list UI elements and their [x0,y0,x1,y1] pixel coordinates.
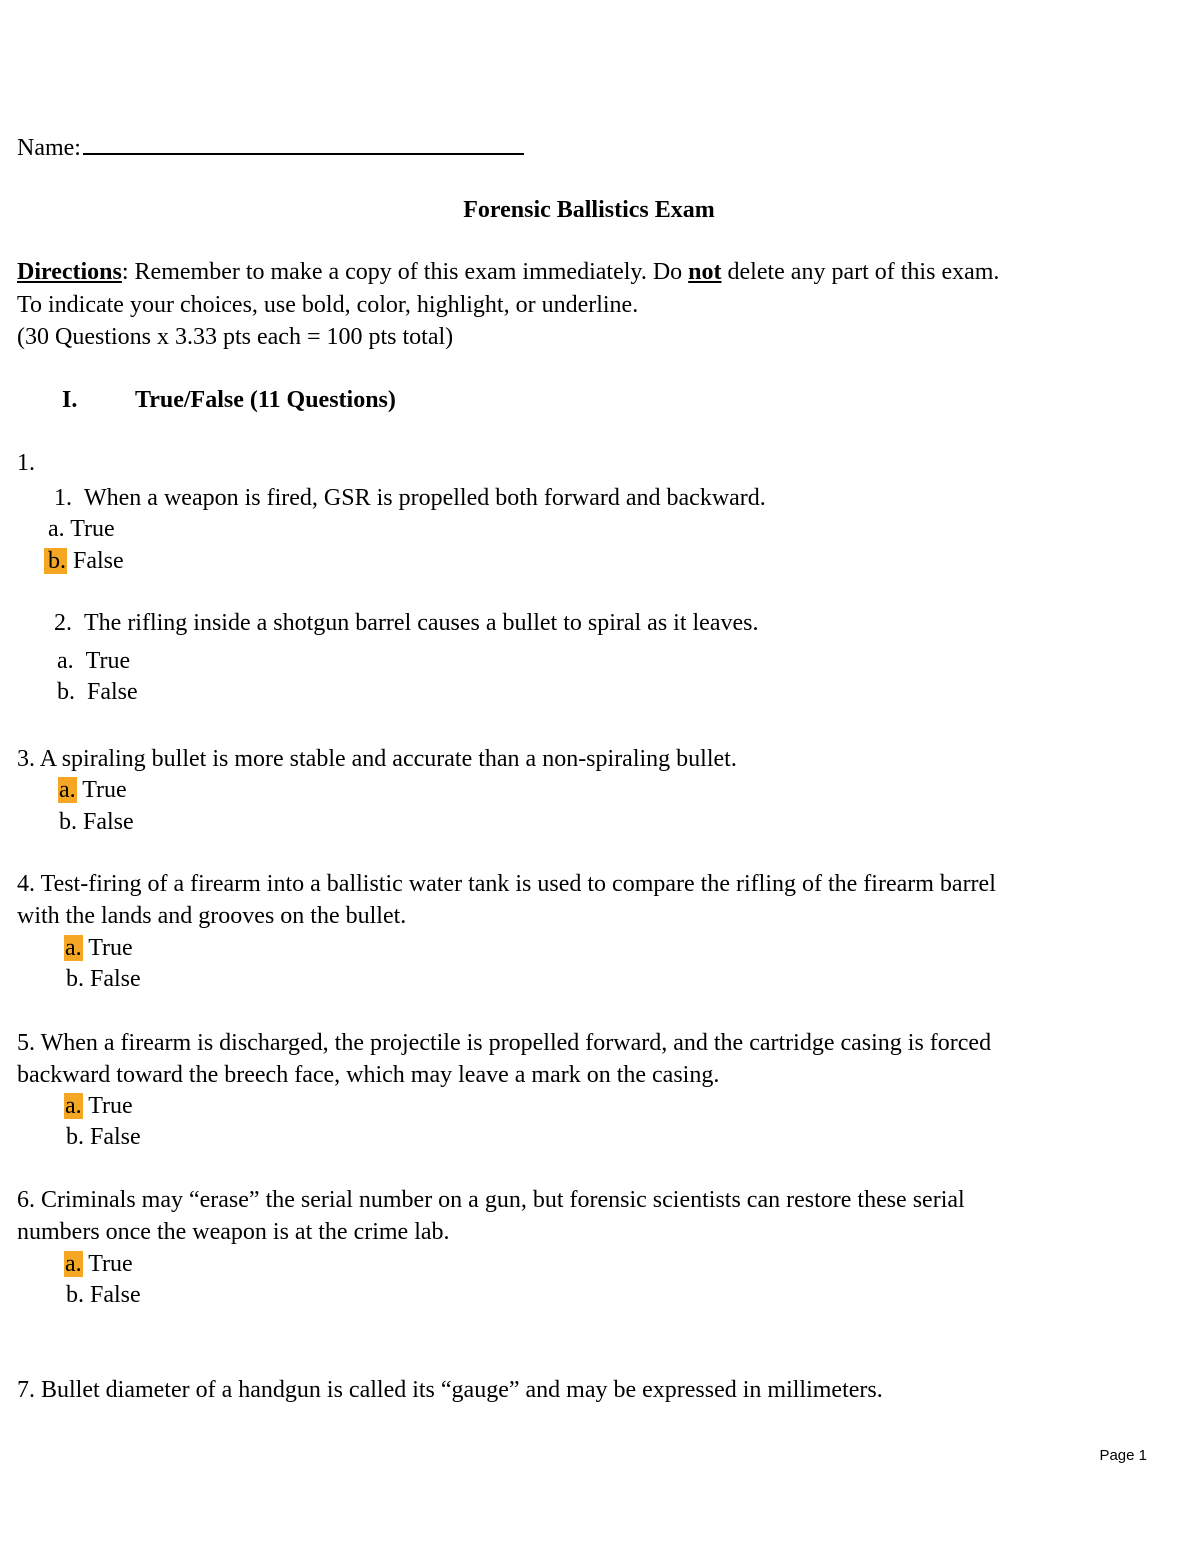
option-letter-highlighted: a. [65,935,82,961]
question-4 [17,869,996,899]
option-text: False [73,548,124,574]
name-field-row [17,131,524,163]
question-text: The rifling inside a shotgun barrel causes a bullet to spiral as it leaves. [84,610,759,636]
option-text: True [88,1093,133,1119]
option-letter-highlighted: a. [65,1093,82,1119]
option-letter-highlighted: b. [44,548,67,574]
question-5-line-2: backward toward the breech face, which may leave a mark on the casing. [17,1062,720,1088]
option-letter: b. [66,1124,84,1150]
q3-option-b[interactable] [59,807,134,837]
question-6 [17,1185,965,1215]
q1-option-b[interactable] [44,546,124,576]
option-text: False [90,1282,141,1308]
name-blank-line[interactable] [83,131,524,155]
section-numeral: I. [62,387,78,413]
option-letter-highlighted: a. [59,777,76,803]
question-text-line-1: When a firearm is discharged, the projectile is propelled forward, and the cartridge casing is forced [40,1030,992,1056]
question-text-line-1: Criminals may “erase” the serial number on a gun, but forensic scientists can restore these serial [41,1187,965,1213]
option-letter: a. [57,648,74,674]
question-number: 3. [17,746,35,772]
option-text: True [88,1251,133,1277]
question-4-line-2: with the lands and grooves on the bullet. [17,903,407,929]
question-3 [17,744,737,774]
question-text-line-1: Test-firing of a firearm into a ballistic water tank is used to compare the rifling of the firearm barrel [40,871,996,897]
question-2 [54,608,758,638]
question-5 [17,1028,991,1058]
directions-label: Directions [17,259,122,285]
q6-option-a[interactable] [64,1249,133,1279]
directions-text-before: : Remember to make a copy of this exam immediately. Do [121,259,689,285]
stray-list-number: 1. [17,450,35,476]
option-text: False [83,809,134,835]
option-letter: b. [66,966,84,992]
option-text: False [90,966,141,992]
q3-option-a[interactable] [58,775,127,805]
directions-line-1 [17,257,999,287]
question-number: 6. [17,1187,35,1213]
directions-line-3: (30 Questions x 3.33 pts each = 100 pts total) [17,324,454,350]
question-number: 5. [17,1030,35,1056]
directions-line-2: To indicate your choices, use bold, color, highlight, or underline. [17,292,639,318]
question-1 [54,483,766,513]
q4-option-b[interactable] [66,964,141,994]
q5-option-a[interactable] [64,1091,133,1121]
option-letter: b. [59,809,77,835]
option-text: False [90,1124,141,1150]
q5-option-b[interactable] [66,1122,141,1152]
page-title: Forensic Ballistics Exam [463,197,715,223]
question-number: 2. [54,610,72,636]
question-6-line-2: numbers once the weapon is at the crime lab. [17,1219,450,1245]
q2-option-a[interactable] [57,646,130,676]
option-letter: b. [66,1282,84,1308]
question-number: 7. [17,1377,35,1403]
page-number: Page 1 [1099,1447,1147,1464]
q4-option-a[interactable] [64,933,133,963]
directions-text-after: delete any part of this exam. [721,259,1000,285]
option-text: False [87,679,138,705]
question-number: 1. [54,485,72,511]
option-text: True [82,777,127,803]
directions-emphasis: not [688,259,722,285]
option-text: True [88,935,133,961]
name-label: Name: [17,135,81,161]
q1-option-a[interactable] [48,514,115,544]
question-text: When a weapon is fired, GSR is propelled both forward and backward. [84,485,766,511]
question-7 [17,1375,883,1405]
option-text: True [85,648,131,674]
question-text: A spiraling bullet is more stable and accurate than a non-spiraling bullet. [39,746,737,772]
section-title: True/False (11 Questions) [135,387,396,413]
option-text: True [70,516,115,542]
q2-option-b[interactable] [57,677,138,707]
question-text: Bullet diameter of a handgun is called its “gauge” and may be expressed in millimeters. [41,1377,883,1403]
option-letter: a. [48,516,65,542]
question-number: 4. [17,871,35,897]
option-letter-highlighted: a. [65,1251,82,1277]
q6-option-b[interactable] [66,1280,141,1310]
option-letter: b. [57,679,75,705]
